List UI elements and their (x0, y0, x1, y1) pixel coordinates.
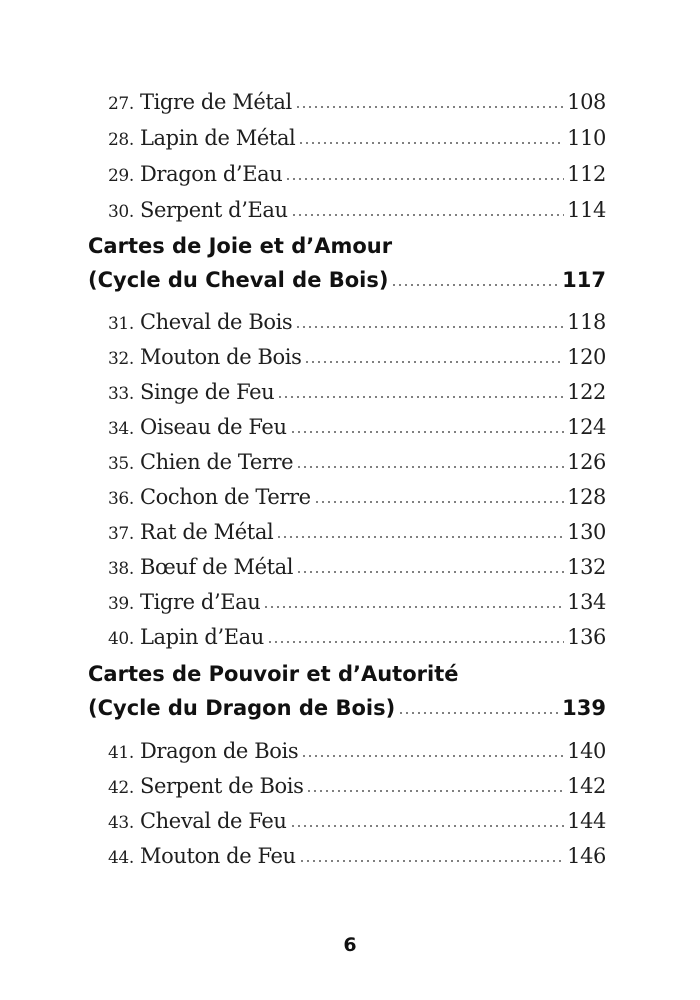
toc-entry (108, 619, 606, 649)
entry-title: Cheval de Bois (140, 310, 293, 334)
entry-title: Tigre de Métal (140, 90, 292, 114)
dot-leader (290, 431, 565, 433)
entry-number: 31. (108, 314, 134, 334)
section-subtitle: (Cycle du Cheval de Bois) (88, 268, 389, 292)
entry-title: Cheval de Feu (140, 809, 287, 833)
entry-number: 34. (108, 419, 134, 439)
entry-number: 39. (108, 594, 134, 614)
entry-title: Dragon de Bois (140, 739, 299, 763)
toc-entry (108, 803, 606, 833)
entry-number: 42. (108, 778, 134, 798)
toc-entry (108, 84, 606, 114)
entry-title: Chien de Terre (140, 450, 294, 474)
entry-number: 32. (108, 349, 134, 369)
entry-number: 40. (108, 629, 134, 649)
entry-page: 112 (567, 162, 606, 186)
toc-entry (108, 479, 606, 509)
dot-leader (391, 284, 559, 286)
dot-leader (295, 106, 564, 108)
toc-entry (108, 156, 606, 186)
toc-entry (108, 584, 606, 614)
entry-page: 128 (567, 485, 606, 509)
toc-entry (108, 768, 606, 798)
entry-page: 120 (567, 345, 606, 369)
dot-leader (298, 142, 564, 144)
entry-title: Cochon de Terre (140, 485, 311, 509)
entry-title: Serpent d’Eau (140, 198, 288, 222)
dot-leader (277, 396, 564, 398)
dot-leader (276, 536, 564, 538)
section-page: 139 (562, 696, 606, 720)
entry-title: Oiseau de Feu (140, 415, 287, 439)
entry-title: Dragon d’Eau (140, 162, 283, 186)
dot-leader (285, 178, 564, 180)
toc-entry (108, 339, 606, 369)
entry-page: 146 (567, 844, 606, 868)
entry-page: 134 (567, 590, 606, 614)
dot-leader (267, 641, 564, 643)
toc-entry (108, 733, 606, 763)
entry-number: 33. (108, 384, 134, 404)
entry-title: Singe de Feu (140, 380, 275, 404)
entry-number: 36. (108, 489, 134, 509)
entry-page: 142 (567, 774, 606, 798)
toc-entry (108, 409, 606, 439)
entry-page: 110 (567, 126, 606, 150)
entry-page: 108 (567, 90, 606, 114)
entry-title: Mouton de Bois (140, 345, 302, 369)
entry-number: 35. (108, 454, 134, 474)
section-title: Cartes de Joie et d’Amour (88, 234, 393, 258)
section-title: Cartes de Pouvoir et d’Autorité (88, 662, 459, 686)
entry-number: 27. (108, 94, 134, 114)
entry-page: 144 (567, 809, 606, 833)
entry-page: 140 (567, 739, 606, 763)
dot-leader (290, 825, 565, 827)
toc-entry (108, 304, 606, 334)
entry-number: 28. (108, 130, 134, 150)
section-heading (88, 227, 606, 292)
entry-number: 38. (108, 559, 134, 579)
entry-title: Bœuf de Métal (140, 555, 294, 579)
toc-entry (108, 374, 606, 404)
dot-leader (304, 361, 564, 363)
entry-number: 37. (108, 524, 134, 544)
entry-number: 41. (108, 743, 134, 763)
toc-entry (108, 192, 606, 222)
page-number: 6 (343, 934, 357, 956)
entry-page: 114 (567, 198, 606, 222)
entry-page: 118 (567, 310, 606, 334)
section-page: 117 (562, 268, 606, 292)
entry-number: 44. (108, 848, 134, 868)
dot-leader (295, 326, 564, 328)
entry-page: 132 (567, 555, 606, 579)
entry-title: Serpent de Bois (140, 774, 304, 798)
toc-entry (108, 838, 606, 868)
entry-number: 43. (108, 813, 134, 833)
dot-leader (314, 501, 564, 503)
entry-number: 30. (108, 202, 134, 222)
toc-entry (108, 549, 606, 579)
dot-leader (398, 712, 559, 714)
entry-page: 126 (567, 450, 606, 474)
dot-leader (296, 466, 564, 468)
dot-leader (301, 755, 564, 757)
entry-title: Lapin d’Eau (140, 625, 264, 649)
entry-page: 136 (567, 625, 606, 649)
dot-leader (296, 571, 564, 573)
dot-leader (299, 860, 564, 862)
entry-title: Mouton de Feu (140, 844, 296, 868)
dot-leader (306, 790, 564, 792)
entry-page: 122 (567, 380, 606, 404)
entry-page: 124 (567, 415, 606, 439)
entry-title: Rat de Métal (140, 520, 274, 544)
entry-number: 29. (108, 166, 134, 186)
section-subtitle: (Cycle du Dragon de Bois) (88, 696, 396, 720)
entry-title: Tigre d’Eau (140, 590, 261, 614)
dot-leader (291, 214, 564, 216)
toc-entry (108, 444, 606, 474)
entry-page: 130 (567, 520, 606, 544)
toc-entry (108, 514, 606, 544)
section-heading (88, 655, 606, 720)
entry-title: Lapin de Métal (140, 126, 296, 150)
toc-entry (108, 120, 606, 150)
dot-leader (263, 606, 564, 608)
